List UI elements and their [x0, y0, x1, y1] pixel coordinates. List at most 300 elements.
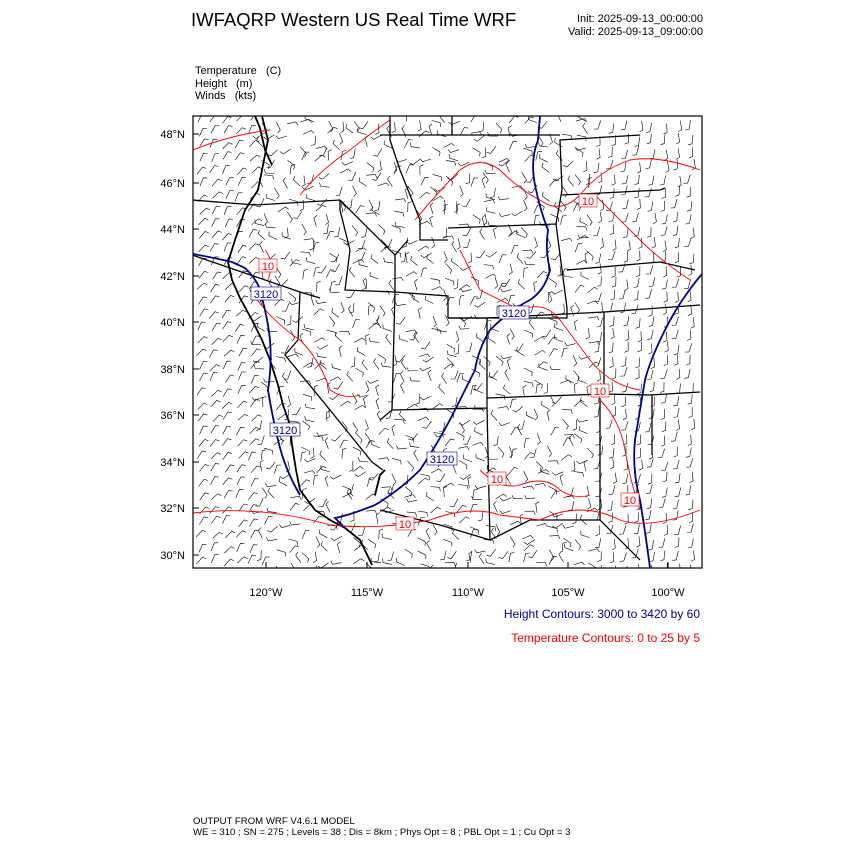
wind-barb — [588, 563, 596, 572]
wind-barb — [562, 348, 568, 357]
wind-barb — [222, 116, 231, 123]
wind-barb — [366, 334, 370, 345]
wind-barb — [662, 215, 668, 224]
wind-barb — [660, 135, 665, 145]
wind-barb — [608, 251, 615, 260]
wind-barb — [365, 433, 370, 444]
wind-barb — [646, 265, 653, 274]
wind-barb — [451, 371, 458, 379]
wind-barb — [348, 306, 353, 317]
wind-barb — [621, 397, 625, 407]
wind-barb — [339, 346, 342, 357]
wind-barb — [368, 305, 372, 315]
wind-barb — [211, 125, 219, 133]
wind-barb — [561, 455, 572, 461]
wind-barb — [549, 180, 559, 187]
height-contour-label — [427, 452, 457, 466]
wind-barb — [672, 330, 679, 339]
wind-barb — [459, 317, 466, 327]
wind-barb — [211, 543, 218, 551]
wind-barb — [378, 458, 389, 461]
wind-barb — [454, 279, 458, 289]
wind-barb — [624, 316, 629, 326]
wind-barb — [676, 149, 680, 160]
wind-barb — [224, 491, 233, 499]
wind-barb — [552, 472, 563, 476]
wind-barb — [330, 282, 336, 291]
wind-barb — [577, 419, 588, 422]
map-title: IWFAQRP Western US Real Time WRF — [191, 9, 517, 30]
wind-barb — [524, 368, 532, 376]
wind-barb — [549, 292, 553, 303]
wind-barb — [509, 552, 515, 562]
wind-barb — [637, 536, 641, 547]
wind-barb — [675, 537, 679, 547]
wind-barb — [416, 394, 420, 404]
wind-barb — [588, 549, 599, 552]
wind-barb — [313, 552, 317, 563]
wind-barb — [610, 290, 614, 300]
wind-barb — [634, 188, 639, 198]
wind-barb — [199, 271, 208, 278]
wind-barb — [486, 559, 495, 565]
wind-barb — [608, 501, 613, 511]
wind-barb — [238, 401, 248, 408]
wind-barb — [400, 371, 404, 382]
wind-barb — [199, 373, 207, 381]
wind-barb — [264, 135, 275, 140]
wind-barb — [675, 238, 680, 248]
wind-barb — [302, 553, 309, 563]
wind-barb — [211, 477, 219, 485]
wind-barb — [358, 252, 365, 260]
wind-barb — [251, 479, 259, 487]
wind-barb — [351, 357, 355, 367]
wind-barb — [595, 254, 601, 264]
svg-text:10: 10 — [261, 261, 275, 273]
wind-barb — [579, 376, 587, 383]
wind-barb — [293, 211, 302, 219]
wind-barb — [471, 277, 479, 285]
wind-barb — [569, 435, 573, 446]
wind-barb — [593, 227, 600, 236]
wind-barb — [554, 335, 562, 342]
wind-barb — [376, 385, 379, 396]
wind-barb — [238, 363, 246, 371]
wind-barb — [622, 357, 627, 367]
wind-barb — [315, 155, 326, 161]
wind-barb — [571, 305, 574, 316]
wind-barb — [474, 302, 485, 307]
wind-barb — [334, 382, 343, 389]
wind-barb — [671, 199, 677, 208]
wind-barb — [648, 176, 654, 186]
wind-barb — [346, 124, 353, 133]
wind-barb — [496, 524, 500, 535]
wind-barb — [267, 508, 277, 513]
wind-barb — [276, 357, 286, 363]
height-contour-label — [499, 306, 529, 320]
wind-barb — [401, 252, 406, 262]
wind-barb — [334, 227, 340, 237]
wind-barb — [304, 459, 315, 462]
wind-barb — [212, 219, 220, 227]
wind-barb — [328, 150, 332, 161]
wind-barb — [313, 436, 323, 441]
wind-barb — [462, 199, 470, 207]
wind-barb — [594, 460, 601, 469]
wind-barb — [439, 384, 445, 394]
wind-barb — [689, 407, 693, 418]
wind-barb — [524, 471, 528, 482]
wind-barb — [466, 173, 470, 183]
wind-barb — [223, 412, 232, 420]
wind-barb — [565, 342, 576, 345]
wind-barb — [342, 162, 353, 166]
wind-barb — [260, 460, 263, 471]
wind-barb — [313, 475, 318, 485]
wind-barb — [332, 308, 339, 317]
wind-barb — [525, 144, 536, 148]
temperature-contour-label — [488, 472, 506, 486]
wind-barb — [316, 537, 320, 548]
wind-barb — [598, 263, 602, 274]
wind-barb — [268, 566, 277, 573]
wind-barb — [248, 493, 257, 500]
wind-barb — [457, 239, 460, 250]
wind-barb — [302, 224, 306, 235]
wind-barb — [381, 487, 392, 491]
svg-text:3120: 3120 — [253, 289, 279, 301]
wind-barb — [223, 452, 232, 459]
wind-barb — [237, 477, 245, 485]
wind-barb — [392, 474, 396, 485]
wind-barb — [671, 432, 677, 441]
wind-barb — [251, 530, 259, 538]
wind-barb — [636, 318, 640, 328]
wind-barb — [595, 488, 602, 497]
wind-barb — [389, 280, 394, 291]
wind-barb — [432, 120, 441, 127]
wind-barb — [421, 177, 429, 185]
wind-barb — [622, 175, 628, 184]
longitude-labels — [249, 587, 685, 599]
wind-barb — [437, 327, 447, 332]
wind-barb — [484, 265, 494, 270]
wind-barb — [251, 399, 260, 406]
wind-barb — [622, 383, 628, 392]
wind-barb — [366, 494, 377, 499]
wind-barb — [381, 362, 391, 367]
wind-barb — [661, 436, 665, 447]
wind-barb — [372, 441, 380, 448]
wind-barb — [225, 465, 234, 472]
wind-barb — [283, 177, 287, 188]
wind-barb — [257, 550, 261, 560]
wind-barb — [212, 323, 221, 331]
wind-barb — [277, 550, 286, 557]
wind-barb — [358, 457, 368, 462]
wind-barb — [235, 324, 244, 332]
wind-barb — [314, 215, 317, 226]
wind-barb — [353, 447, 361, 455]
wind-barb — [420, 474, 429, 480]
wind-barb — [352, 394, 357, 405]
wind-barb — [200, 426, 208, 434]
wind-barb — [250, 427, 260, 434]
wind-barb — [551, 253, 560, 260]
wind-barb — [563, 161, 573, 167]
wind-barb — [359, 121, 368, 128]
wind-barb — [610, 316, 615, 326]
wind-barb — [260, 242, 264, 253]
wind-barb — [252, 415, 262, 422]
wind-barb — [675, 186, 679, 196]
wind-barb — [505, 370, 509, 381]
wind-barb — [414, 450, 419, 461]
wind-barb — [661, 462, 668, 471]
wind-barb — [460, 128, 468, 136]
wind-barb — [675, 252, 679, 262]
wind-barb — [392, 277, 403, 280]
wind-barb — [197, 349, 207, 356]
wind-barb — [583, 161, 587, 172]
wind-barb — [552, 397, 561, 404]
wind-barb — [401, 359, 406, 370]
wind-barb — [635, 358, 639, 368]
wind-barb — [500, 510, 511, 513]
wind-barb — [210, 296, 219, 304]
wind-barb — [524, 438, 529, 448]
wind-barb — [515, 343, 524, 351]
wind-barb — [366, 174, 377, 178]
wind-barb — [610, 552, 614, 563]
wind-barb — [211, 425, 220, 433]
wind-barb — [518, 279, 525, 289]
wind-barb — [575, 539, 581, 550]
wind-barb — [587, 287, 598, 293]
wind-barb — [490, 188, 495, 198]
wind-barb — [649, 552, 654, 562]
wind-barb — [407, 404, 418, 409]
wind-barb — [613, 473, 617, 484]
wind-barb — [662, 421, 666, 431]
wind-barb — [542, 192, 549, 201]
wind-barb — [323, 224, 328, 234]
wind-barb — [287, 396, 290, 407]
wind-barb — [396, 317, 405, 324]
wind-barb — [200, 139, 209, 147]
wind-barb — [198, 337, 208, 344]
wind-barb — [318, 563, 329, 568]
wind-barb — [598, 172, 602, 183]
wind-barb — [200, 309, 209, 317]
wind-barb — [281, 252, 290, 259]
wind-barb — [678, 121, 682, 132]
wind-barb — [443, 539, 452, 546]
wind-barb — [637, 199, 641, 210]
wind-barb — [237, 168, 247, 175]
wind-barb — [289, 293, 296, 302]
wind-barb — [432, 148, 440, 157]
wind-barb — [199, 517, 208, 525]
wind-barb — [687, 330, 691, 341]
wind-barb — [674, 355, 678, 366]
wind-barb — [362, 360, 368, 371]
wind-barb — [500, 498, 511, 501]
wind-barb — [594, 407, 599, 417]
wind-barb — [689, 265, 693, 276]
wind-barb — [511, 211, 522, 216]
wind-barb — [486, 525, 496, 530]
wind-barb — [448, 351, 457, 357]
wind-barb — [289, 302, 300, 305]
wind-barb — [648, 202, 653, 212]
footer-config: WE = 310 ; SN = 275 ; Levels = 38 ; Dis = 8km ; Phys Opt = 8 ; PBL Opt = 1 ; Cu Opt = 3 — [193, 827, 571, 838]
wind-barb — [238, 385, 246, 393]
wind-barb — [587, 448, 593, 458]
wind-barb — [236, 489, 244, 497]
wind-barb — [547, 446, 551, 457]
wind-barb — [264, 169, 274, 173]
wind-barb — [223, 322, 232, 330]
wind-barb — [621, 150, 627, 159]
wind-barb — [392, 458, 401, 464]
wind-barb — [480, 229, 485, 240]
temperature-contour-label — [591, 384, 609, 398]
wind-barb — [376, 398, 379, 409]
wind-barb — [358, 527, 365, 536]
wind-barb — [358, 240, 365, 248]
wind-barb — [501, 289, 512, 292]
wind-barb — [329, 253, 337, 262]
wind-barb — [445, 563, 456, 567]
wind-barb — [687, 523, 693, 532]
wind-barb — [581, 272, 589, 280]
wind-barb — [327, 411, 331, 422]
wind-barb — [635, 137, 640, 147]
wind-barb — [635, 369, 639, 380]
wind-barb — [263, 396, 267, 407]
wind-barb — [224, 559, 234, 566]
wind-barb — [374, 552, 379, 562]
wind-barb — [200, 153, 208, 161]
wind-barb — [686, 485, 691, 495]
wind-barb — [239, 348, 247, 356]
wind-barb — [609, 124, 614, 134]
wind-barb — [674, 160, 678, 171]
wind-barb — [326, 232, 334, 240]
wind-barb — [597, 318, 603, 327]
wind-barb — [319, 499, 327, 507]
wind-barb — [447, 551, 456, 558]
wind-barb — [394, 211, 404, 217]
wind-barb — [472, 442, 483, 445]
wind-barb — [329, 316, 335, 327]
wind-barb — [276, 136, 287, 139]
wind-barb — [429, 124, 432, 135]
wind-barb — [611, 328, 614, 339]
wind-barb — [635, 175, 640, 185]
wind-barb — [458, 447, 469, 450]
wind-barb — [279, 524, 290, 527]
wind-barb — [513, 406, 524, 412]
wind-barb — [649, 316, 654, 326]
wind-barb — [456, 331, 459, 342]
wind-barb — [658, 449, 665, 458]
wind-barb — [471, 178, 478, 187]
temperature-contour-label — [579, 194, 597, 208]
wind-barb — [353, 186, 357, 197]
wind-barb — [200, 208, 210, 214]
wind-barb — [663, 241, 666, 252]
wind-barb — [236, 427, 244, 435]
wind-barb — [626, 330, 630, 341]
wind-barb — [406, 165, 413, 173]
wind-barb — [213, 272, 222, 280]
wind-barb — [525, 495, 536, 499]
wind-barb — [625, 514, 629, 525]
wind-barb — [368, 380, 379, 383]
wind-barb — [486, 252, 497, 257]
wind-barb — [647, 458, 653, 467]
wind-barb — [339, 133, 343, 144]
wind-barb — [637, 435, 641, 446]
wind-barb — [200, 465, 209, 472]
field-winds: Winds (kts) — [195, 90, 257, 102]
wind-barb — [636, 251, 640, 262]
wind-barb — [378, 161, 382, 172]
wind-barb — [473, 148, 481, 156]
wind-barb — [386, 334, 392, 345]
wind-barb — [632, 146, 638, 155]
wind-barb — [621, 566, 627, 575]
wind-barb — [634, 278, 639, 288]
wind-barb — [236, 531, 246, 538]
wind-barb — [536, 461, 542, 471]
wind-barb — [392, 425, 395, 436]
wind-barb — [473, 383, 482, 390]
wind-barb — [676, 369, 680, 380]
wind-barb — [524, 553, 530, 562]
wind-barb — [627, 240, 630, 251]
wind-barb — [659, 538, 665, 547]
wind-barb — [548, 526, 557, 532]
wind-barb — [563, 272, 573, 277]
wind-barb — [647, 134, 651, 144]
wind-barb — [688, 565, 692, 576]
wind-barb — [690, 472, 694, 483]
wind-barb — [235, 140, 243, 148]
temperature-contour-info: Temperature Contours: 0 to 25 by 5 — [511, 631, 700, 645]
wind-barb — [290, 522, 301, 526]
wind-barb — [573, 355, 577, 366]
wind-barb — [475, 485, 486, 488]
wind-barb — [650, 382, 654, 392]
temperature-contour-label — [259, 259, 277, 273]
svg-text:3120: 3120 — [501, 308, 527, 320]
wind-barb — [488, 334, 496, 343]
wind-barb — [239, 452, 249, 459]
wind-barb — [458, 485, 468, 490]
wind-barb — [325, 438, 328, 449]
wind-barb — [456, 432, 464, 440]
wind-barb — [197, 388, 206, 396]
wind-barb — [314, 338, 325, 343]
wind-barb — [584, 460, 587, 471]
wind-barb — [446, 160, 456, 165]
wind-barb — [664, 525, 668, 536]
